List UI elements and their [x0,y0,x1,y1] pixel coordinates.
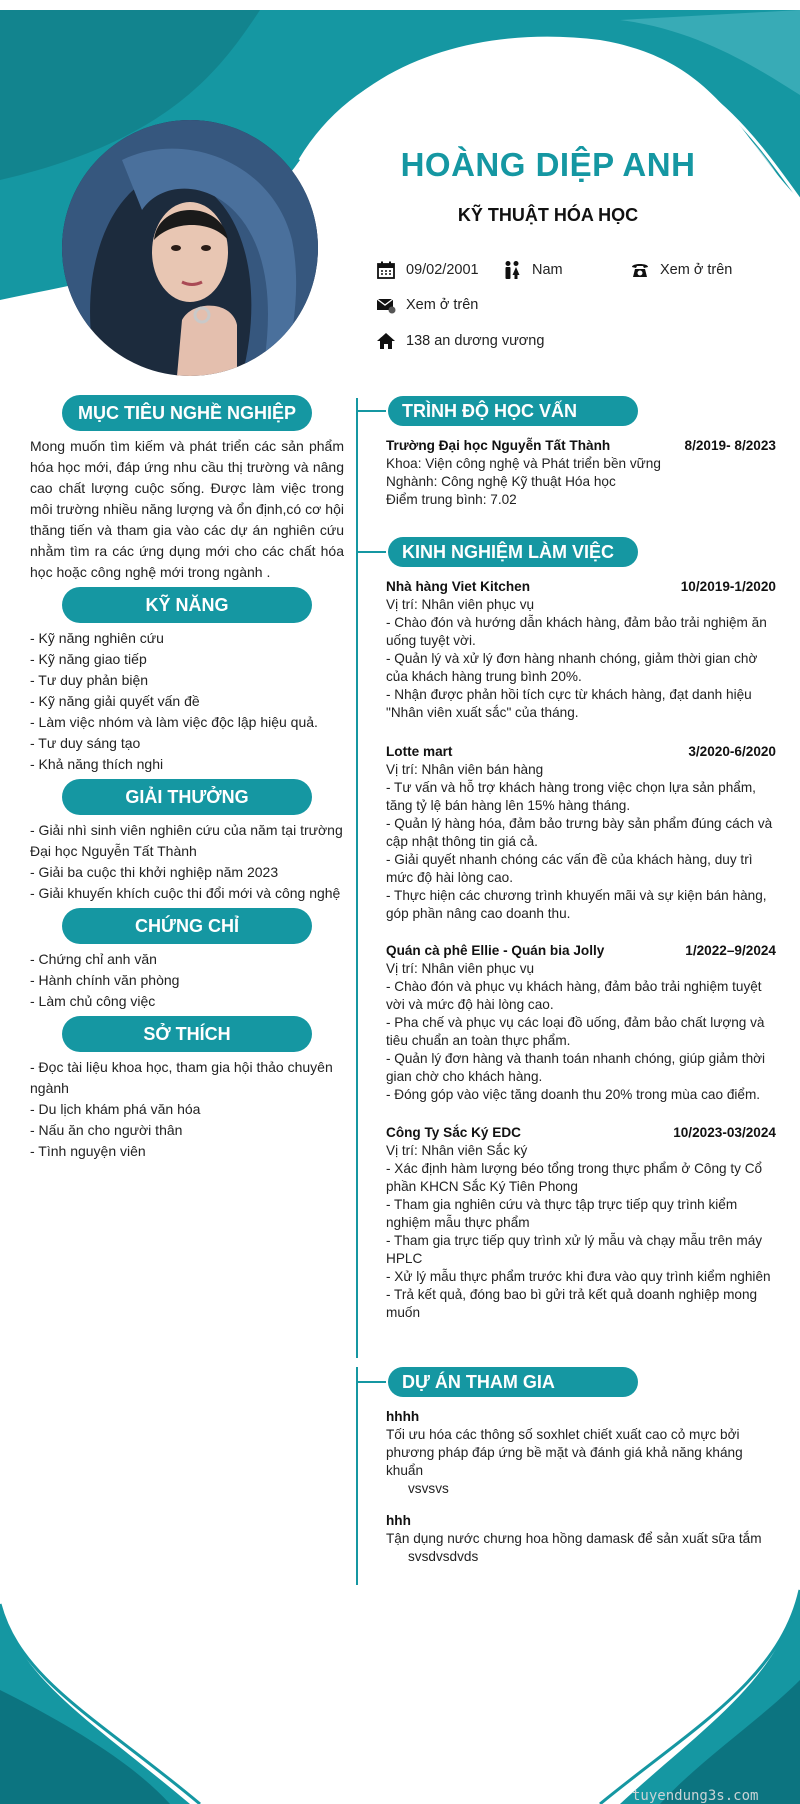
timeline-tick [356,1381,386,1383]
project-desc: Tối ưu hóa các thông số soxhlet chiết xuất cao cỏ mực bởi phương pháp đáp ứng bề mặt và đánh giá khả năng kháng khuẩn [386,1427,743,1478]
projects-heading: DỰ ÁN THAM GIA [388,1367,638,1397]
list-item: - Kỹ năng giải quyết vấn đề [30,693,200,709]
phone-row [630,260,732,280]
objective-text: Mong muốn tìm kiếm và phát triển các sản phẩm hóa học mới, đáp ứng nhu cầu thị trường và nâng cao chất lượng cuộc sống. Được làm việc trong môi trường nhiều năng lượng và ổn định,có cơ hội thăng tiến và tham gia vào các dự án nghiên cứu nhằm tìm ra các ứng dụng mới cho các chất hóa học hoặc công nghệ mới trong ngành . [30,438,344,580]
list-item: - Tình nguyện viên [30,1143,146,1159]
school-name: Trường Đại học Nguyễn Tất Thành [386,438,611,453]
home-icon [376,331,396,351]
job-time: 10/2023-03/2024 [673,1125,776,1140]
email-value: Xem ở trên [406,297,479,313]
list-item: - Du lịch khám phá văn hóa [30,1101,201,1117]
job-line: - Tham gia trực tiếp quy trình xử lý mẫu và chạy mẫu trên máy HPLC [386,1233,763,1266]
job-line: - Giải quyết nhanh chóng các vấn đề của khách hàng, duy trì mức độ hài lòng cao. [386,852,753,885]
job-line: - Pha chế và phục vụ các loại đồ uống, đảm bảo chất lượng và tiêu chuẩn an toàn thực phẩm. [386,1015,765,1048]
job-title-row [386,578,776,596]
timeline-tick [356,551,386,553]
list-item: - Giải khuyến khích cuộc thi đổi mới và công nghệ [30,885,341,901]
job-title-row [386,942,776,960]
list-item: - Hành chính văn phòng [30,972,180,988]
profile-photo [62,120,318,376]
job-title-row [386,1124,776,1142]
job-line: - Chào đón và hướng dẫn khách hàng, đảm bảo trải nghiệm ăn uống tuyệt vời. [386,615,767,648]
list-item: - Làm chủ công việc [30,993,156,1009]
skills-list [30,628,344,775]
timeline-line [356,398,358,1358]
job-entry [386,942,776,1104]
job-line: Vị trí: Nhân viên bán hàng [386,762,544,777]
job-title: KỸ THUẬT HÓA HỌC [457,205,639,225]
address-value: 138 an dương vương [406,333,545,349]
education-line: Điểm trung bình: 7.02 [386,492,517,507]
job-line: - Thực hiện các chương trình khuyến mãi và sự kiện bán hàng, góp phần nâng cao doanh thu. [386,888,767,921]
list-item: - Tư duy sáng tạo [30,735,141,751]
education-heading: TRÌNH ĐỘ HỌC VẤN [388,396,638,426]
education-entry [386,437,776,509]
list-item: - Làm việc nhóm và làm việc độc lập hiệu quả. [30,714,318,730]
objective-heading: MỤC TIÊU NGHỀ NGHIỆP [62,395,312,431]
list-item: - Đọc tài liệu khoa học, tham gia hội thảo chuyên ngành [30,1059,333,1096]
awards-list [30,820,344,904]
hobbies-list [30,1057,344,1162]
project-title: hhhh [386,1409,420,1424]
awards-heading: GIẢI THƯỞNG [62,779,312,815]
job-title-row [386,743,776,761]
job-line: - Quản lý đơn hàng và thanh toán nhanh chóng, giúp giảm thời gian chờ cho khách hàng. [386,1051,766,1084]
list-item: - Giải ba cuộc thi khởi nghiệp năm 2023 [30,864,279,880]
project-sub: vsvsvs [408,1481,449,1496]
project-title: hhh [386,1513,411,1528]
email-icon [376,295,396,315]
job-line: - Xử lý mẫu thực phẩm trước khi đưa vào quy trình kiểm nghiên [386,1269,771,1284]
job-line: - Tham gia nghiên cứu và thực tập trực tiếp quy trình kiểm nghiệm mẫu thực phẩm [386,1197,738,1230]
project-desc: Tận dụng nước chưng hoa hồng damask để sản xuất sữa tắm [386,1531,762,1546]
job-line: - Xác định hàm lượng béo tổng trong thực phẩm ở Công ty Cổ phần KHCN Sắc Ký Tiên Phong [386,1161,763,1194]
list-item: - Chứng chỉ anh văn [30,951,157,967]
job-line: - Trả kết quả, đóng bao bì gửi trả kết quả doanh nghiệp mong muốn [386,1287,758,1320]
education-line: Nghành: Công nghệ Kỹ thuật Hóa học [386,474,616,489]
job-time: 10/2019-1/2020 [680,579,776,594]
job-line: - Đóng góp vào việc tăng doanh thu 20% trong mùa cao điểm. [386,1087,761,1102]
job-line: - Quản lý và xử lý đơn hàng nhanh chóng, giảm thời gian chờ của khách hàng trung bình 20%. [386,651,758,684]
company-name: Lotte mart [386,744,453,759]
timeline-tick [356,410,386,412]
job-entry [386,743,776,923]
people-icon [502,260,522,280]
project-name [386,1512,776,1530]
address-row [376,331,544,351]
birthday-row [376,260,479,280]
phone-icon [630,260,650,280]
education-line: Khoa: Viện công nghệ và Phát triển bền vững [386,456,661,471]
company-name: Quán cà phê Ellie - Quán bia Jolly [386,943,605,958]
list-item: - Nấu ăn cho người thân [30,1122,183,1138]
list-item: - Giải nhì sinh viên nghiên cứu của năm tại trường Đại học Nguyễn Tất Thành [30,822,343,859]
company-name: Nhà hàng Viet Kitchen [386,579,531,594]
gender-value: Nam [532,262,563,278]
calendar-icon [376,260,396,280]
phone-value: Xem ở trên [660,262,733,278]
hobbies-heading: SỞ THÍCH [62,1016,312,1052]
job-line: Vị trí: Nhân viên phục vụ [386,961,535,976]
gender-row [502,260,563,280]
birthday-value: 09/02/2001 [406,262,479,278]
certificates-list [30,949,344,1012]
job-line: Vị trí: Nhân viên Sắc ký [386,1143,528,1158]
timeline-line [356,1367,358,1585]
project-name [386,1408,776,1426]
job-time: 1/2022–9/2024 [685,943,776,958]
experience-heading: KINH NGHIỆM LÀM VIỆC [388,537,638,567]
list-item: - Tư duy phản biện [30,672,149,688]
list-item: - Khả năng thích nghi [30,756,164,772]
skills-heading: KỸ NĂNG [62,587,312,623]
project-entry [386,1408,776,1498]
job-time: 3/2020-6/2020 [688,744,776,759]
job-line: - Nhận được phản hồi tích cực từ khách hàng, đạt danh hiệu "Nhân viên xuất sắc" của tháng. [386,687,752,720]
job-line: Vị trí: Nhân viên phục vụ [386,597,535,612]
project-entry [386,1512,776,1566]
list-item: - Kỹ năng giao tiếp [30,651,147,667]
certificates-heading: CHỨNG CHỈ [62,908,312,944]
education-time: 8/2019- 8/2023 [684,438,776,453]
company-name: Công Ty Sắc Ký EDC [386,1125,521,1140]
candidate-name: HOÀNG DIỆP ANH [400,146,696,183]
email-row [376,295,478,315]
project-sub: svsdvsdvds [408,1549,479,1564]
job-entry [386,1124,776,1322]
job-entry [386,578,776,722]
job-line: - Tư vấn và hỗ trợ khách hàng trong việc chọn lựa sản phẩm, tăng tỷ lệ bán hàng lên 15% hàng tháng. [386,780,756,813]
job-line: - Chào đón và phục vụ khách hàng, đảm bảo trải nghiệm tuyệt vời và mức độ hài lòng cao. [386,979,762,1012]
education-title-row [386,437,776,455]
job-line: - Quản lý hàng hóa, đảm bảo trưng bày sản phẩm đúng cách và cập nhật thông tin giá cả. [386,816,773,849]
watermark: tuyendung3s.com [632,1788,759,1804]
list-item: - Kỹ năng nghiên cứu [30,630,164,646]
